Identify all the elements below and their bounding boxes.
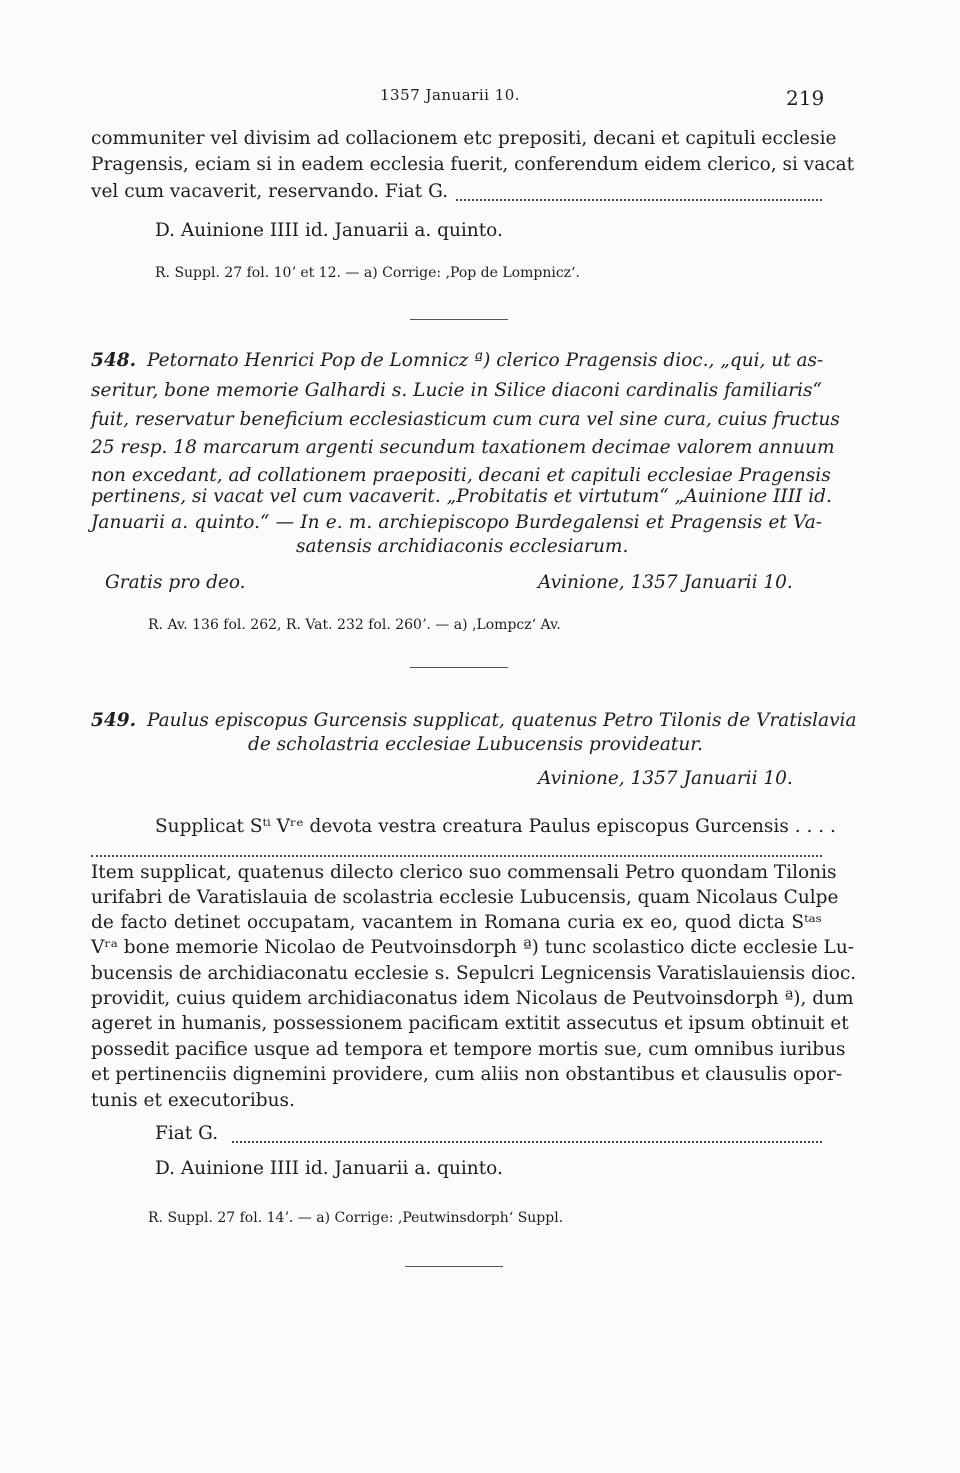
prev-entry-line-2: Pragensis, eciam si in eadem ecclesia fuerit, conferendum eidem clerico, si vacat bbox=[91, 154, 855, 175]
entry-549-title-line-2: de scholastria ecclesiae Lubucensis provideatur. bbox=[248, 734, 703, 755]
entry-548-line-1: Petornato Henrici Pop de Lomnicz ª) clerico Pragensis dioc., „qui, ut as- bbox=[147, 350, 824, 371]
entry-548-line-3: fuit, reservatur beneficium ecclesiasticum cum cura vel sine cura, cuius fructus bbox=[91, 409, 840, 430]
entry-548-last-line: satensis archidiaconis ecclesiarum. bbox=[296, 536, 629, 557]
separator-rule bbox=[405, 1266, 503, 1267]
prev-entry-source-note: R. Suppl. 27 fol. 10ʼ et 12. — a) Corrige: ‚Pop de Lompnicz‘. bbox=[155, 265, 580, 281]
dotted-line bbox=[91, 855, 822, 857]
dotted-leader bbox=[456, 199, 822, 201]
entry-548-number: 548. bbox=[91, 350, 137, 371]
entry-548-line-4: 25 resp. 18 marcarum argenti secundum taxationem decimae valorem annuum bbox=[91, 437, 835, 458]
page-number: 219 bbox=[786, 86, 825, 110]
running-header-date: 1357 Januarii 10. bbox=[380, 86, 521, 104]
entry-549-opening: Supplicat Sᵗⁱ Vʳᵉ devota vestra creatura Paulus episcopus Gurcensis . . . . bbox=[155, 816, 836, 837]
entry-548-line-6: pertinens, si vacat vel cum vacaverit. „Probitatis et virtutum“ „Auinione IIII id. bbox=[91, 486, 832, 507]
entry-548-line-2: seritur, bone memorie Galhardi s. Lucie in Silice diaconi cardinalis familiaris“ bbox=[91, 380, 822, 401]
entry-549-line-6: providit, cuius quidem archidiaconatus idem Nicolaus de Peutvoinsdorph ª), dum bbox=[91, 988, 854, 1009]
separator-rule bbox=[410, 319, 508, 320]
entry-549-dated: D. Auinione IIII id. Januarii a. quinto. bbox=[155, 1158, 503, 1179]
entry-549-line-5: bucensis de archidiaconatu ecclesie s. Sepulcri Legnicensis Varatislauiensis dioc. bbox=[91, 963, 857, 984]
entry-548-gratis: Gratis pro deo. bbox=[105, 572, 246, 593]
entry-549-line-4: Vʳᵃ bone memorie Nicolao de Peutvoinsdorph ª) tunc scolastico dicte ecclesie Lu- bbox=[91, 937, 854, 958]
entry-549-line-2: urifabri de Varatislauia de scolastria ecclesie Lubucensis, quam Nicolaus Culpe bbox=[91, 887, 839, 908]
prev-entry-line-3: vel cum vacaverit, reservando. Fiat G. bbox=[91, 181, 449, 202]
entry-549-line-9: et pertinenciis dignemini providere, cum aliis non obstantibus et clausulis opor- bbox=[91, 1064, 843, 1085]
entry-549-line-3: de facto detinet occupatam, vacantem in Romana curia ex eo, quod dicta Sᵗᵃˢ bbox=[91, 912, 822, 933]
separator-rule bbox=[410, 667, 508, 668]
entry-549-line-1: Item supplicat, quatenus dilecto clerico suo commensali Petro quondam Tilonis bbox=[91, 862, 837, 883]
entry-549-line-7: ageret in humanis, possessionem pacificam extitit assecutus et ipsum obtinuit et bbox=[91, 1013, 849, 1034]
prev-entry-line-1: communiter vel divisim ad collacionem etc prepositi, decani et capituli ecclesie bbox=[91, 128, 837, 149]
entry-549-fiat: Fiat G. bbox=[155, 1123, 219, 1144]
entry-548-line-5: non excedant, ad collationem praepositi, decani et capituli ecclesiae Pragensis bbox=[91, 465, 831, 486]
entry-549-number: 549. bbox=[91, 710, 137, 731]
prev-entry-dated: D. Auinione IIII id. Januarii a. quinto. bbox=[155, 220, 503, 241]
entry-548-line-7: Januarii a. quinto.“ — In e. m. archiepiscopo Burdegalensi et Pragensis et Va- bbox=[91, 512, 822, 533]
entry-549-place-date: Avinione, 1357 Januarii 10. bbox=[538, 768, 793, 789]
entry-548-place-date: Avinione, 1357 Januarii 10. bbox=[538, 572, 793, 593]
entry-548-source-note: R. Av. 136 fol. 262, R. Vat. 232 fol. 260ʼ. — a) ‚Lompcz‘ Av. bbox=[148, 617, 561, 633]
entry-549-title-line-1: Paulus episcopus Gurcensis supplicat, quatenus Petro Tilonis de Vratislavia bbox=[147, 710, 857, 731]
entry-549-line-8: possedit pacifice usque ad tempora et tempore mortis sue, cum omnibus iuribus bbox=[91, 1039, 846, 1060]
dotted-leader bbox=[232, 1141, 822, 1143]
entry-549-source-note: R. Suppl. 27 fol. 14ʼ. — a) Corrige: ‚Peutwinsdorph‘ Suppl. bbox=[148, 1210, 564, 1226]
entry-549-last-line: tunis et executoribus. bbox=[91, 1090, 295, 1111]
